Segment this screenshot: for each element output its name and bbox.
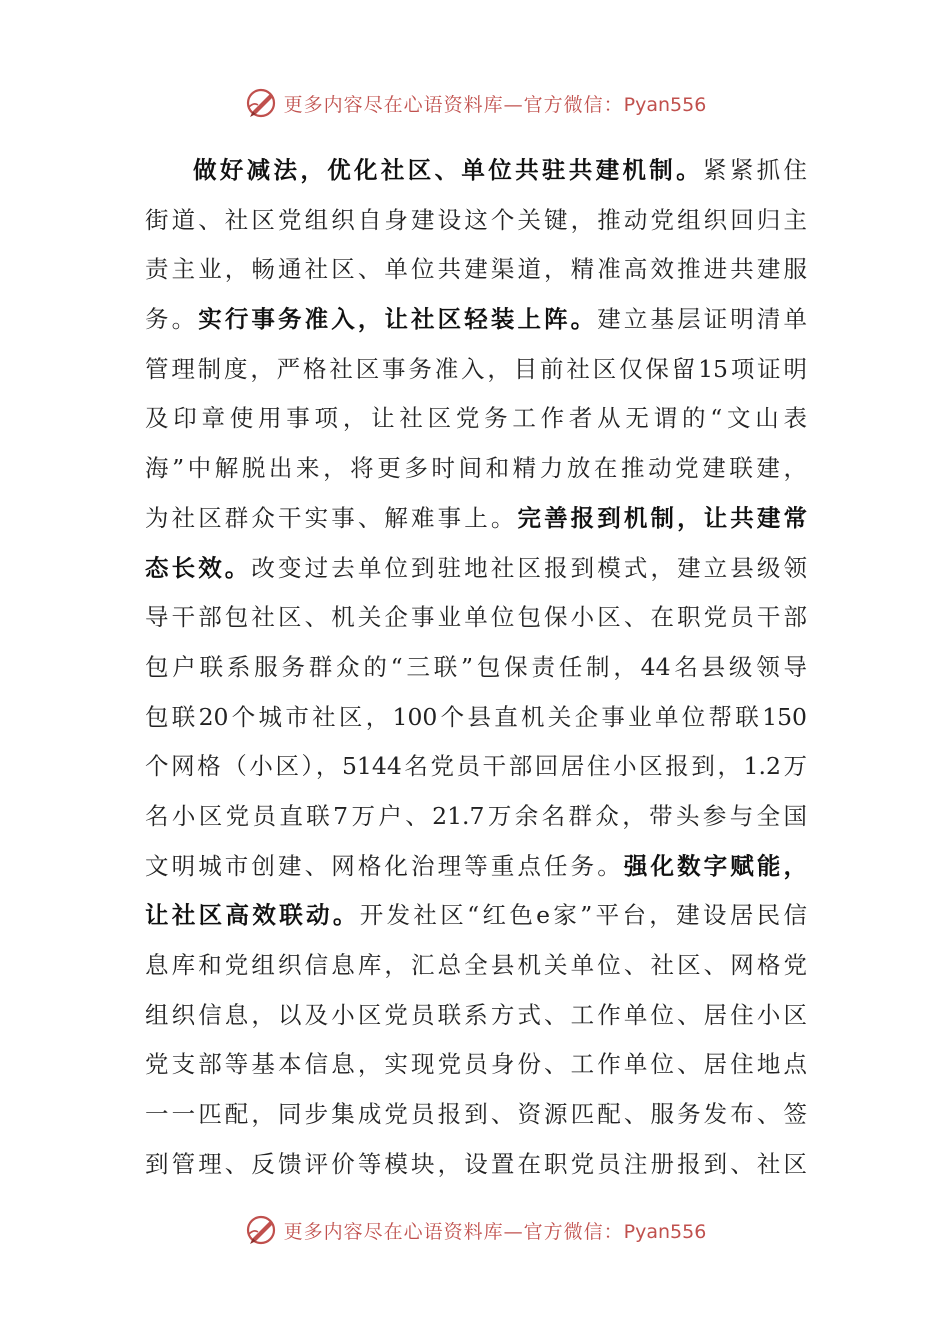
body-text: 街道、社区党组织自身建设这个关键，推动党组织回归主 (145, 205, 807, 234)
text-line (145, 1140, 807, 1190)
text-line (145, 146, 807, 196)
body-text: 党支部等基本信息，实现党员身份、工作单位、居住地点 (145, 1050, 807, 1079)
bold-heading-text: 做好减法，优化社区、单位共驻共建机制。 (193, 156, 703, 184)
body-text: 到管理、反馈评价等模块，设置在职党员注册报到、社区 (145, 1149, 807, 1178)
body-text: 名小区党员直联7万户、21.7万余名群众，带头参与全国 (145, 801, 807, 830)
text-line (145, 792, 807, 842)
bold-heading-text: 让社区高效联动。 (145, 901, 360, 930)
body-text: 文明城市创建、网格化治理等重点任务。 (145, 851, 624, 880)
text-line (145, 1090, 807, 1140)
body-text: 及印章使用事项，让社区党务工作者从无谓的“文山表 (145, 404, 807, 433)
text-line (145, 693, 807, 743)
text-line (145, 196, 807, 246)
body-text: 管理制度，严格社区事务准入，目前社区仅保留15项证明 (145, 354, 807, 383)
body-text: 紧紧抓住 (702, 156, 807, 184)
text-line (145, 245, 807, 295)
bold-heading-text: 态长效。 (145, 553, 252, 582)
body-text: 为社区群众干实事、解难事上。 (145, 503, 518, 532)
body-text: 建立基层证明清单 (597, 305, 807, 334)
bold-heading-text: 实行事务准入，让社区轻装上阵。 (198, 305, 598, 334)
header-watermark-banner (0, 83, 950, 123)
body-text: 开发社区“红色e家”平台，建设居民信 (359, 901, 807, 930)
bold-heading-text: 强化数字赋能， (623, 851, 807, 880)
header-watermark-text: 更多内容尽在心语资料库—官方微信：Pyan556 (283, 93, 707, 116)
text-line (145, 544, 807, 594)
body-text: 包户联系服务群众的“三联”包保责任制，44名县级领导 (145, 652, 807, 681)
text-line (145, 394, 807, 444)
pen-logo-icon (244, 1213, 278, 1247)
body-text: 海”中解脱出来，将更多时间和精力放在推动党建联建， (145, 454, 807, 483)
text-line (145, 444, 807, 494)
text-line (145, 891, 807, 941)
document-body (145, 146, 807, 1189)
body-text: 包联20个城市社区，100个县直机关企事业单位帮联150 (145, 702, 807, 731)
body-text: 责主业，畅通社区、单位共建渠道，精准高效推进共建服 (145, 255, 807, 284)
body-text: 息库和党组织信息库，汇总全县机关单位、社区、网格党 (145, 951, 807, 979)
body-text: 务。 (145, 305, 199, 334)
body-text: 个网格（小区），5144名党员干部回居住小区报到，1.2万 (145, 752, 807, 781)
text-line (145, 643, 807, 693)
text-line (145, 494, 807, 544)
text-line (145, 842, 807, 892)
footer-watermark-banner (0, 1210, 950, 1250)
body-text: 改变过去单位到驻地社区报到模式，建立县级领 (251, 553, 807, 582)
body-text: 一一匹配，同步集成党员报到、资源匹配、服务发布、签 (145, 1100, 807, 1129)
text-line (145, 941, 807, 991)
text-line (145, 593, 807, 643)
body-text: 组织信息，以及小区党员联系方式、工作单位、居住小区 (145, 1000, 807, 1029)
bold-heading-text: 完善报到机制，让共建常 (517, 503, 807, 532)
body-text: 导干部包社区、机关企事业单位包保小区、在职党员干部 (145, 603, 807, 632)
text-line (145, 742, 807, 792)
text-line (145, 295, 807, 345)
text-line (145, 1040, 807, 1090)
text-line (145, 991, 807, 1041)
pen-logo-icon (244, 86, 278, 120)
text-line (145, 345, 807, 395)
footer-watermark-text: 更多内容尽在心语资料库—官方微信：Pyan556 (283, 1220, 707, 1243)
